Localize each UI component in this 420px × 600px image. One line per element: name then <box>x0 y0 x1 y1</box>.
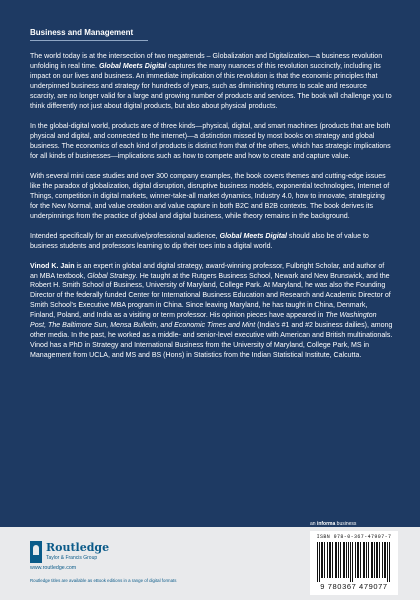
barcode-icon <box>317 542 391 582</box>
header-rule <box>30 40 148 41</box>
paragraph-3: With several mini case studies and over 300 company examples, the book covers themes and cutting-edge issues like the paradox of globalization, digital disruption, disruptive business models, exponential technologies, Internet of Things, competition in digital markets, winner-take-all market dynamics, Industry 4.0, how to innovate, strategizing for the New Normal, and value creation and value capture in both B2C and B2B contexts. The book derives its underpinnings from the practice of global and digital business, while theory remains in the background. <box>30 172 390 220</box>
publisher-url: www.routledge.com <box>30 565 77 571</box>
isbn-label: ISBN 978-0-367-47907-7 <box>316 534 392 540</box>
author-bio: Vinod K. Jain is an expert in global and digital strategy, award-winning professor, Fulbright Scholar, and author of an MBA textbook, Global Strategy. He taught at the Rutgers Business School, Newark and New Brunswick, and the Robert H. Smith School of Business, University of Maryland, College Park. At Maryland, he was also the Founding Director of the federally funded Center for International Business Education and Research and Academic Director of Smith School's Executive MBA program in China. Since leaving Maryland, he has taught in China, Denmark, Finland, Poland, and India as a visiting or term professor. His opinion pieces have appeared in The Washington Post, The Baltimore Sun, Mensa Bulletin, and Economic Times and Mint (India's #1 and #2 business dailies), among other media. In the past, he worked as a middle- and senior-level executive with American and British multinationals. Vinod has a PhD in Strategy and International Business from the University of Maryland, College Park, MS in Management from UCLA, and MS and BS (Hons) in Statistics from the Indian Statistical Institute, Calcutta. <box>30 262 393 360</box>
paragraph-1: The world today is at the intersection of two megatrends – Globalization and Digitalization—a business revolution unfolding in real time. Global Meets Digital captures the many nuances of this revolution succinctly, including its impact on our lives and business. An immediate implication of this revolution is that the economic principles that underpinned business and strategy for hundreds of years, such as diminishing returns to scale and resource scarcity, are no longer valid for a large and growing number of products and services. The book will challenge you to think differently not just about digital products, but also about physical products. <box>30 53 392 110</box>
header-band <box>0 0 420 38</box>
barcode-number: 9 780367 479077 <box>320 582 388 591</box>
paragraph-2: In the global-digital world, products are of three kinds—physical, digital, and smart machines (products that are both physical and digital, and connected to the internet)—a distinction missed by most books on strategy and global business. The economics of each kind of products is distinct from that of the others, which has strategic implications for all kinds of businesses—implications such as how to compete and how to create and capture value. <box>30 122 391 160</box>
paragraph-4: Intended specifically for an executive/professional audience, Global Meets Digital should also be of value to business students and professors learning to dip their toes into a digital world. <box>30 232 369 250</box>
barcode-block <box>310 531 398 595</box>
ebook-note: Routledge titles are available as eBook editions in a range of digital formats <box>30 578 177 583</box>
routledge-mark-icon <box>30 541 42 563</box>
book-title: Global Meets Digital <box>219 232 287 240</box>
publisher-group: Taylor & Francis Group <box>46 555 98 561</box>
author-name: Vinod K. Jain <box>30 262 75 270</box>
informa-tagline: an informa business <box>310 521 357 527</box>
category-label: Business and Management <box>30 28 134 37</box>
blurb <box>30 52 393 361</box>
book-title: Global Meets Digital <box>98 62 167 70</box>
publisher-name: Routledge <box>46 541 110 554</box>
